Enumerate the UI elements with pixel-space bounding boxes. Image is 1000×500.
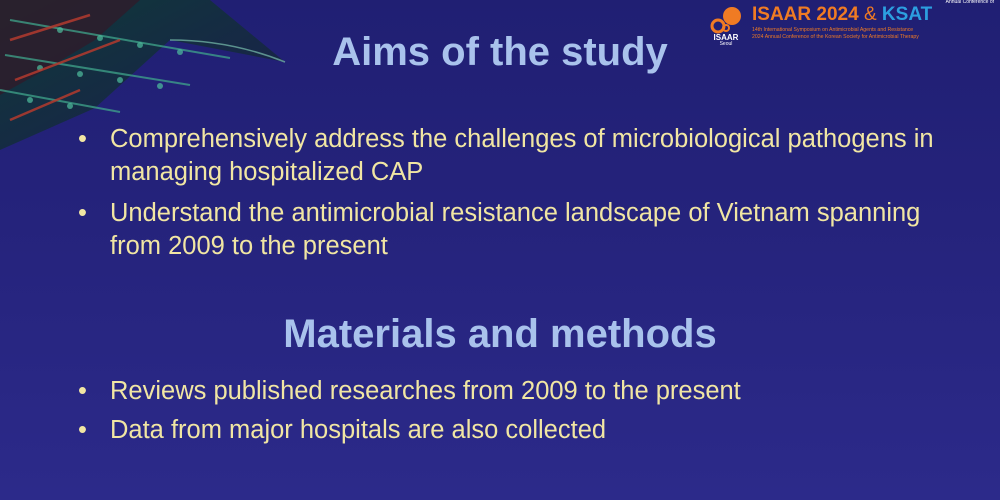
bullet-icon: • <box>78 416 87 444</box>
methods-item <box>0 414 950 447</box>
aims-heading: Aims of the study <box>332 30 668 74</box>
logo-title-amp: & <box>863 4 877 25</box>
logo-title-isaar: ISAAR 2024 <box>752 4 859 25</box>
aims-item-text: Comprehensively address the challenges of microbiological pathogens in managing hospitalized CAP <box>110 125 934 186</box>
logo-subtitle-1: 14th International Symposium on Antimicrobial Agents and Resistance <box>752 27 914 33</box>
methods-heading: Materials and methods <box>283 312 717 356</box>
bullet-icon: • <box>78 199 87 227</box>
aims-item <box>0 197 950 263</box>
bullet-icon: • <box>78 125 87 153</box>
logo-title <box>752 4 932 26</box>
bullet-icon: • <box>78 377 87 405</box>
methods-item <box>0 375 950 408</box>
logo-mark-text: ISAAR <box>713 33 739 42</box>
methods-item-text: Data from major hospitals are also collected <box>110 416 607 444</box>
methods-list <box>0 375 1000 447</box>
aims-item-text: Understand the antimicrobial resistance landscape of Vietnam spanning from 2009 to the present <box>110 199 921 260</box>
logo-city: Seoul <box>719 41 733 47</box>
logo-title-ksat: KSAT <box>881 4 933 25</box>
logo-subtitle-2: 2024 Annual Conference of the Korean Society for Antimicrobial Therapy <box>752 34 919 40</box>
aims-list <box>0 123 1000 263</box>
aims-item <box>0 123 950 189</box>
methods-item-text: Reviews published researches from 2009 to the present <box>110 377 741 405</box>
logo-annual-note: Annual Conference of <box>945 0 994 5</box>
